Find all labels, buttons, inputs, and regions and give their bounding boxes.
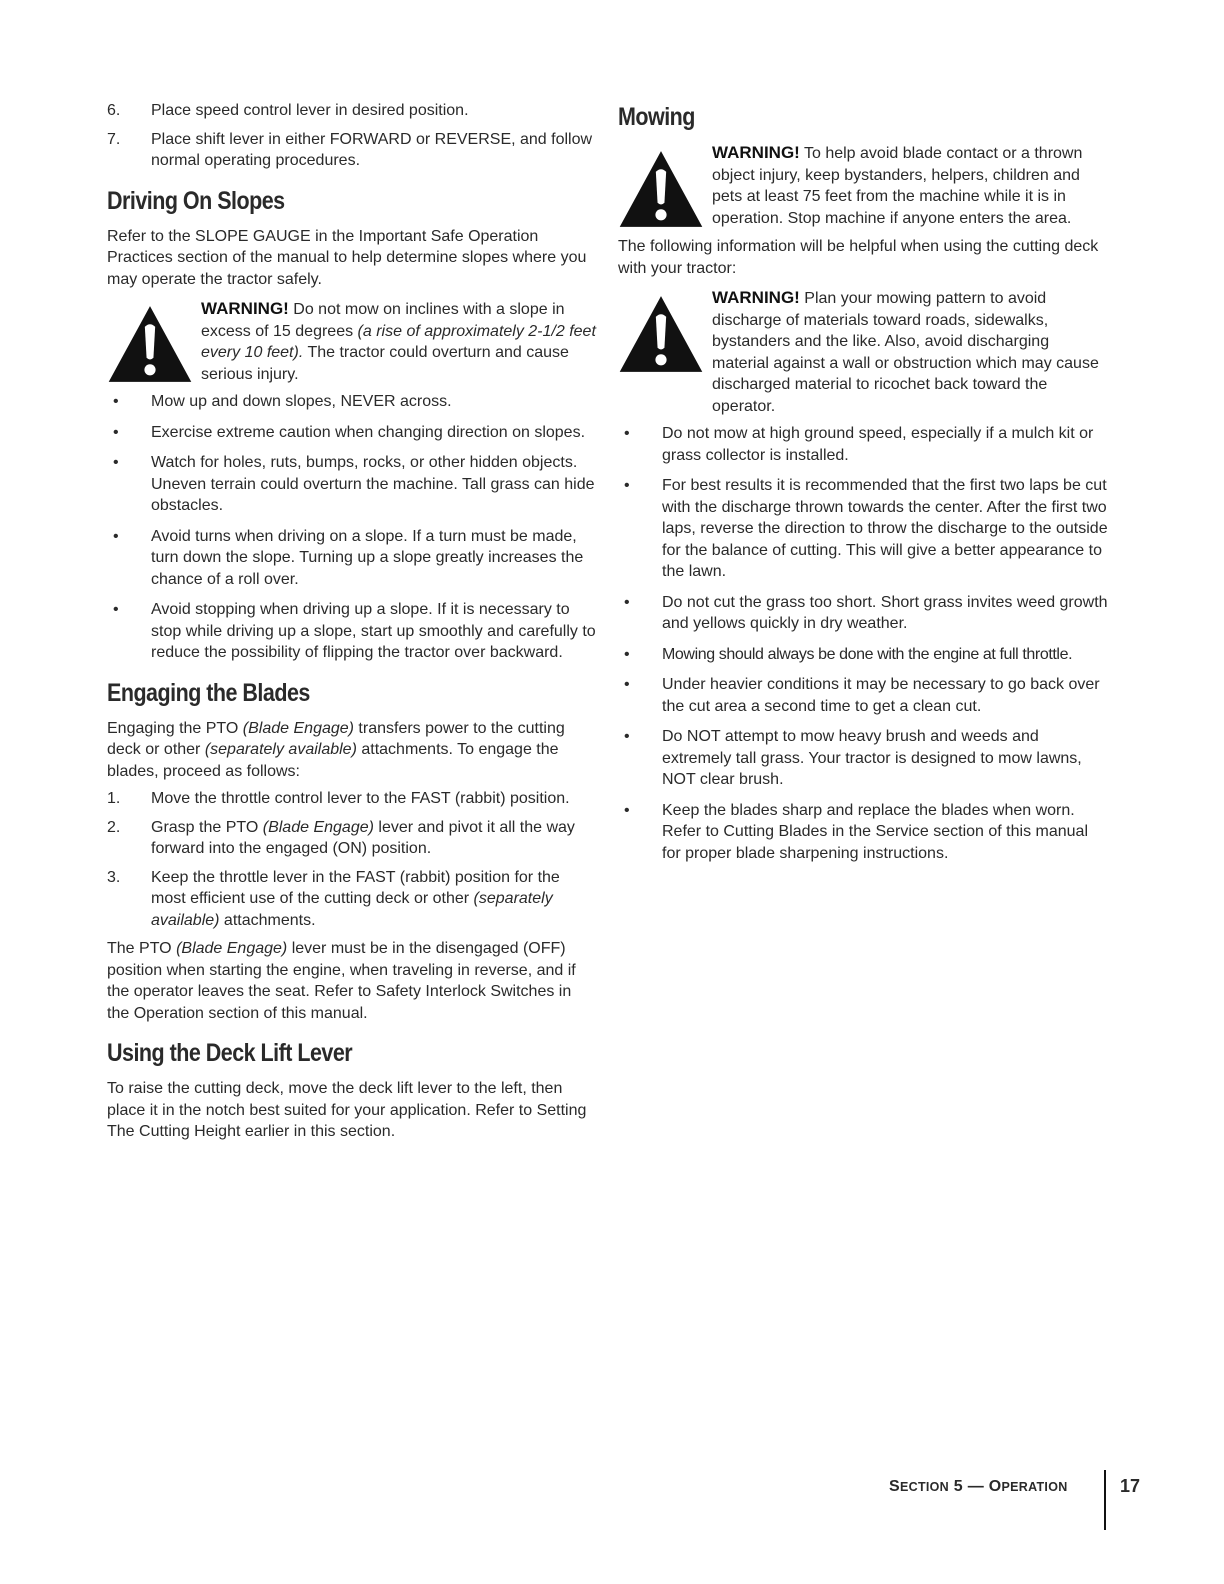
bullet-text: Do not cut the grass too short. Short grass invites weed growth and yellows quickly in dry weather. bbox=[662, 593, 1108, 632]
bullet-text: Avoid stopping when driving up a slope. If it is necessary to stop while driving up a slope, start up smoothly and carefully to reduce the possibility of flipping the tractor over backward. bbox=[151, 601, 596, 661]
right-column bbox=[618, 100, 1108, 873]
bullet: • bbox=[113, 393, 119, 410]
bullet: • bbox=[624, 728, 630, 745]
section-footer bbox=[889, 1478, 1068, 1496]
footer-text-part: ECTION bbox=[899, 1480, 950, 1494]
bullet-text: Mow up and down slopes, NEVER across. bbox=[151, 393, 452, 410]
list-item bbox=[107, 788, 597, 810]
list-item bbox=[107, 422, 597, 444]
intro-steps bbox=[107, 100, 597, 172]
mowing-bullets bbox=[618, 423, 1108, 864]
warning-icon bbox=[618, 293, 704, 375]
warning-text-part: To help avoid blade contact or a thrown object injury, keep bystanders, helpers, children and pets at least 75 feet from the machine while it is in operation. Stop machine if anyone enters the area. bbox=[712, 145, 1083, 227]
bullet-text: Watch for holes, ruts, bumps, rocks, or other hidden objects. Uneven terrain could overturn the machine. Tall grass can hide obstacles. bbox=[151, 454, 595, 514]
list-item bbox=[618, 726, 1108, 791]
left-column bbox=[107, 100, 597, 1143]
bullet: • bbox=[624, 676, 630, 693]
step-text: Grasp the PTO bbox=[151, 818, 263, 836]
list-item bbox=[107, 100, 597, 122]
text-part: The PTO bbox=[107, 940, 177, 957]
text-part: lever must be in the disengaged (OFF) position when starting the engine, when traveling in reverse, and if the operator leaves the seat. Refer to Safety Interlock Switches in the Operation section of this manual. bbox=[107, 940, 576, 1022]
bullet: • bbox=[113, 423, 119, 441]
footer-text-part: S bbox=[889, 1478, 900, 1495]
heading-mowing: Mowing bbox=[618, 103, 695, 131]
step-text: Place speed control lever in desired position. bbox=[151, 102, 469, 119]
step-number: 2. bbox=[107, 818, 121, 836]
step-text: lever and pivot it all the way forward into the engaged (ON) position. bbox=[151, 818, 575, 857]
list-item bbox=[618, 644, 1108, 666]
bullet-text: Avoid turns when driving on a slope. If a turn must be made, turn down the slope. Turning up a slope greatly increases the chance of a roll over. bbox=[151, 527, 584, 588]
step-number: 6. bbox=[107, 102, 121, 119]
step-number: 7. bbox=[107, 130, 121, 148]
warning-label: WARNING! bbox=[712, 143, 800, 162]
mowing-warning-1 bbox=[618, 142, 1108, 230]
deck-lift-text: To raise the cutting deck, move the deck lift lever to the left, then place it in the notch best suited for your application. Refer to Setting The Cutting Height earlier in this section. bbox=[107, 1080, 587, 1140]
pto-note bbox=[107, 938, 597, 1024]
warning-icon bbox=[618, 148, 704, 230]
list-item bbox=[107, 452, 597, 517]
bullet-text: Keep the blades sharp and replace the blades when worn. Refer to Cutting Blades in the Service section of this manual for proper blade sharpening instructions. bbox=[662, 801, 1088, 862]
footer-text-part: 5 — bbox=[949, 1478, 989, 1495]
warning-icon bbox=[107, 304, 193, 384]
bullet-text: Do NOT attempt to mow heavy brush and weeds and extremely tall grass. Your tractor is designed to mow lawns, NOT clear brush. bbox=[662, 728, 1082, 788]
italic-part: (Blade Engage) bbox=[262, 818, 374, 836]
heading-engaging-the-blades: Engaging the Blades bbox=[107, 678, 310, 707]
bullet: • bbox=[113, 601, 119, 618]
bullet: • bbox=[624, 477, 630, 494]
bullet-text: Under heavier conditions it may be necessary to go back over the cut area a second time to get a clean cut. bbox=[662, 676, 1100, 715]
slope-warning-text bbox=[201, 298, 597, 385]
italic-part: (Blade Engage) bbox=[242, 719, 354, 737]
text-part: Engaging the PTO bbox=[107, 719, 243, 737]
bullet: • bbox=[113, 454, 119, 471]
text-part: transfers power to the cutting deck or other bbox=[107, 719, 565, 758]
list-item bbox=[107, 599, 597, 664]
bullet: • bbox=[624, 801, 630, 819]
slopes-intro: Refer to the SLOPE GAUGE in the Important Safe Operation Practices section of the manual to help determine slopes where you may operate the tractor safely. bbox=[107, 227, 587, 288]
bullet: • bbox=[624, 645, 630, 663]
warning-text-part: The tractor could overturn and cause serious injury. bbox=[201, 344, 569, 383]
list-item bbox=[107, 391, 597, 413]
bullet-text: Exercise extreme caution when changing direction on slopes. bbox=[151, 423, 586, 441]
warning-text-part: Plan your mowing pattern to avoid discharge of materials toward roads, sidewalks, bystanders and the like. Also, avoid discharging material against a wall or obstruction which may cause discharged material to ricochet back toward the operator. bbox=[712, 290, 1099, 415]
blades-intro bbox=[107, 718, 597, 783]
list-item bbox=[618, 423, 1108, 466]
mowing-intro: The following information will be helpful when using the cutting deck with your tractor: bbox=[618, 238, 1099, 277]
mowing-warning-1-text bbox=[712, 142, 1108, 229]
list-item bbox=[107, 129, 597, 172]
italic-part: (separately available) bbox=[204, 741, 357, 758]
bullet-text: Mowing should always be done with the engine at full throttle. bbox=[662, 645, 1073, 663]
italic-part: (separately available) bbox=[151, 890, 553, 929]
text-part: attachments. To engage the blades, proceed as follows: bbox=[107, 741, 559, 780]
slope-warning bbox=[107, 298, 597, 385]
bullet: • bbox=[113, 527, 119, 545]
step-text: Keep the throttle lever in the FAST (rabbit) position for the most efficient use of the cutting deck or other bbox=[151, 868, 560, 907]
step-text: Move the throttle control lever to the FAST (rabbit) position. bbox=[151, 790, 570, 807]
slope-bullets bbox=[107, 391, 597, 664]
list-item bbox=[107, 526, 597, 591]
list-item bbox=[618, 475, 1108, 583]
warning-text-part: Do not mow on inclines with a slope in excess of 15 degrees bbox=[201, 301, 565, 340]
bullet: • bbox=[624, 593, 630, 611]
mowing-warning-2-text bbox=[712, 287, 1108, 417]
step-number: 3. bbox=[107, 868, 121, 886]
list-item bbox=[107, 817, 597, 860]
heading-using-the-deck-lift-lever: Using the Deck Lift Lever bbox=[107, 1039, 353, 1067]
heading-driving-on-slopes: Driving On Slopes bbox=[107, 186, 285, 215]
list-item bbox=[107, 867, 597, 932]
bullet-text: Do not mow at high ground speed, especially if a mulch kit or grass collector is installed. bbox=[662, 425, 1094, 464]
list-item bbox=[618, 800, 1108, 865]
blade-steps bbox=[107, 788, 597, 931]
warning-label: WARNING! bbox=[201, 299, 289, 318]
list-item bbox=[618, 592, 1108, 635]
footer-text-part: O bbox=[988, 1478, 1002, 1495]
footer-text-part: PERATION bbox=[1001, 1480, 1068, 1494]
list-item bbox=[618, 674, 1108, 717]
step-number: 1. bbox=[107, 790, 121, 807]
page-number: 17 bbox=[1120, 1476, 1141, 1496]
bullet-text: For best results it is recommended that the first two laps be cut with the discharge thrown towards the center. After the first two laps, reverse the direction to throw the discharge to the outside for the balance of cutting. This will give a better appearance to the lawn. bbox=[662, 477, 1108, 580]
warning-italic-part: (a rise of approximately 2-1/2 feet every 10 feet). bbox=[201, 322, 596, 361]
bullet: • bbox=[624, 425, 630, 442]
warning-label: WARNING! bbox=[712, 288, 800, 307]
footer-divider bbox=[1104, 1470, 1106, 1530]
step-text: attachments. bbox=[219, 911, 316, 929]
italic-part: (Blade Engage) bbox=[176, 940, 288, 957]
step-text: Place shift lever in either FORWARD or REVERSE, and follow normal operating procedures. bbox=[151, 130, 593, 169]
mowing-warning-2 bbox=[618, 287, 1108, 417]
